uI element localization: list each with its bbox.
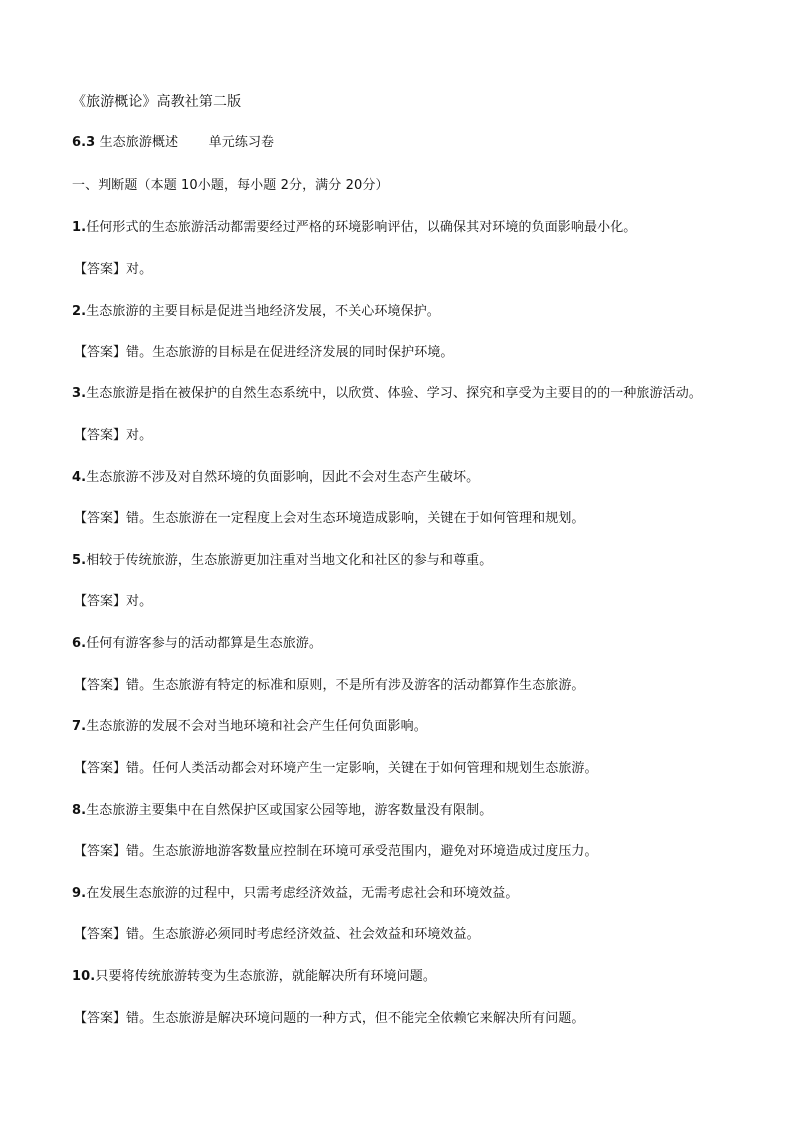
question-text: 任何形式的生态旅游活动都需要经过严格的环境影响评估，以确保其对环境的负面影响最小化。	[86, 220, 637, 235]
question-number: 1.	[72, 220, 87, 235]
document-title: 《旅游概论》高教社第二版	[72, 94, 242, 110]
answer-tag: 【答案】	[74, 511, 127, 526]
question-text: 生态旅游主要集中在自然保护区或国家公园等地，游客数量没有限制。	[86, 803, 493, 818]
question-6	[72, 634, 322, 654]
section-name: 生态旅游概述	[99, 135, 179, 150]
answer-text: 错。生态旅游地游客数量应控制在环境可承受范围内，避免对环境造成过度压力。	[126, 844, 598, 859]
answer-text: 错。生态旅游有特定的标准和原则，不是所有涉及游客的活动都算作生态旅游。	[126, 678, 585, 693]
answer-text: 错。生态旅游必须同时考虑经济效益、社会效益和环境效益。	[126, 927, 480, 942]
answer-tag: 【答案】	[74, 927, 127, 942]
question-9	[72, 884, 519, 904]
answer-2	[74, 343, 454, 363]
section-number: 6.3	[72, 135, 96, 150]
answer-9	[74, 925, 480, 945]
question-text: 生态旅游不涉及对自然环境的负面影响，因此不会对生态产生破坏。	[86, 470, 480, 485]
answer-tag: 【答案】	[74, 594, 127, 609]
answer-tag: 【答案】	[74, 761, 127, 776]
question-number: 6.	[72, 636, 87, 651]
section-heading	[72, 133, 274, 153]
answer-1	[74, 260, 152, 280]
question-text: 生态旅游的发展不会对当地环境和社会产生任何负面影响。	[86, 719, 427, 734]
question-number: 8.	[72, 803, 87, 818]
answer-text: 错。生态旅游的目标是在促进经济发展的同时保护环境。	[126, 345, 454, 360]
question-3	[72, 384, 702, 404]
question-number: 2.	[72, 304, 87, 319]
question-7	[72, 717, 427, 737]
answer-tag: 【答案】	[74, 262, 127, 277]
question-10	[72, 967, 436, 987]
answer-10	[74, 1009, 585, 1029]
answer-tag: 【答案】	[74, 678, 127, 693]
answer-text: 错。生态旅游在一定程度上会对生态环境造成影响，关键在于如何管理和规划。	[126, 511, 585, 526]
answer-tag: 【答案】	[74, 428, 127, 443]
question-4	[72, 468, 479, 488]
answer-5	[74, 592, 152, 612]
question-5	[72, 551, 492, 571]
answer-6	[74, 676, 585, 696]
question-text: 生态旅游的主要目标是促进当地经济发展，不关心环境保护。	[86, 304, 440, 319]
question-number: 10.	[72, 969, 96, 984]
question-text: 生态旅游是指在被保护的自然生态系统中，以欣赏、体验、学习、探究和享受为主要目的的一种旅游活动。	[86, 386, 702, 401]
answer-3	[74, 426, 152, 446]
question-number: 7.	[72, 719, 87, 734]
answer-4	[74, 509, 585, 529]
question-8	[72, 801, 492, 821]
answer-text: 对。	[126, 594, 153, 609]
answer-7	[74, 759, 598, 779]
question-text: 任何有游客参与的活动都算是生态旅游。	[86, 636, 322, 651]
question-text: 只要将传统旅游转变为生态旅游，就能解决所有环境问题。	[95, 969, 436, 984]
question-number: 9.	[72, 886, 87, 901]
answer-text: 错。任何人类活动都会对环境产生一定影响，关键在于如何管理和规划生态旅游。	[126, 761, 598, 776]
question-number: 5.	[72, 553, 87, 568]
part-heading: 一、判断题（本题 10小题，每小题 2分，满分 20分）	[72, 178, 389, 193]
question-text: 在发展生态旅游的过程中，只需考虑经济效益，无需考虑社会和环境效益。	[86, 886, 519, 901]
answer-text: 错。生态旅游是解决环境问题的一种方式，但不能完全依赖它来解决所有问题。	[126, 1011, 585, 1026]
answer-text: 对。	[126, 428, 153, 443]
question-1	[72, 218, 636, 238]
answer-text: 对。	[126, 262, 153, 277]
answer-tag: 【答案】	[74, 345, 127, 360]
answer-tag: 【答案】	[74, 844, 127, 859]
question-number: 3.	[72, 386, 87, 401]
answer-8	[74, 842, 598, 862]
section-suffix: 单元练习卷	[208, 135, 275, 150]
question-text: 相较于传统旅游，生态旅游更加注重对当地文化和社区的参与和尊重。	[86, 553, 493, 568]
answer-tag: 【答案】	[74, 1011, 127, 1026]
question-number: 4.	[72, 470, 87, 485]
question-2	[72, 302, 440, 322]
